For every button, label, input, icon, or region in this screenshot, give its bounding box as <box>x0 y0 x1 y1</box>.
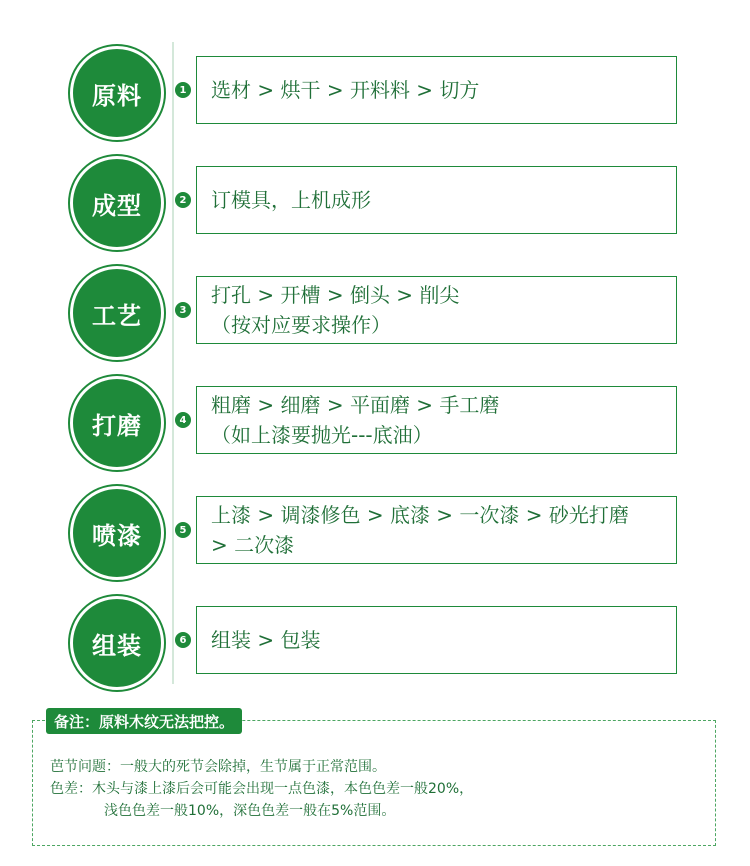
step-description-line: 上漆 > 调漆修色 > 底漆 > 一次漆 > 砂光打磨 <box>211 503 629 527</box>
note-content <box>50 756 710 822</box>
step-title-badge <box>70 266 164 360</box>
step-description-box <box>196 386 677 454</box>
step-description-line: 打孔 > 开槽 > 倒头 > 削尖 <box>211 283 460 307</box>
step-title-badge <box>70 376 164 470</box>
note-title: 备注：原料木纹无法把控。 <box>46 708 242 734</box>
step-title: 组装 <box>92 631 142 660</box>
note-line: 色差：木头与漆上漆后会可能会出现一点色漆，本色色差一般20%， <box>50 781 474 797</box>
step-number: 4 <box>175 412 191 428</box>
step-title: 工艺 <box>92 301 142 330</box>
step-description-box <box>196 276 677 344</box>
step-description-line: 粗磨 > 细磨 > 平面磨 > 手工磨 <box>211 393 500 417</box>
step-description-line: > 二次漆 <box>211 533 295 557</box>
step-title-badge <box>70 156 164 250</box>
process-step-2 <box>0 154 750 246</box>
process-step-4 <box>0 374 750 466</box>
process-step-6 <box>0 594 750 686</box>
step-description-box <box>196 496 677 564</box>
step-number: 1 <box>175 82 191 98</box>
step-description-box <box>196 606 677 674</box>
step-description-box <box>196 166 677 234</box>
step-description-line: 组装 > 包装 <box>211 628 321 652</box>
step-title: 打磨 <box>92 411 142 440</box>
process-step-3 <box>0 264 750 356</box>
step-title-badge <box>70 46 164 140</box>
step-title: 喷漆 <box>92 521 142 550</box>
step-title-badge <box>70 486 164 580</box>
step-description-box <box>196 56 677 124</box>
step-title-badge <box>70 596 164 690</box>
step-number: 5 <box>175 522 191 538</box>
timeline-line <box>172 42 174 684</box>
step-description-line: （按对应要求操作） <box>211 313 391 337</box>
step-description-line: 订模具，上机成形 <box>211 188 371 212</box>
note-line: 芭节问题：一般大的死节会除掉，生节属于正常范围。 <box>50 759 386 775</box>
step-description-line: （如上漆要抛光---底油） <box>211 423 433 447</box>
step-number: 6 <box>175 632 191 648</box>
process-step-5 <box>0 484 750 576</box>
step-title: 成型 <box>92 191 142 220</box>
step-description-line: 选材 > 烘干 > 开料料 > 切方 <box>211 78 480 102</box>
step-number: 3 <box>175 302 191 318</box>
process-step-1 <box>0 44 750 136</box>
step-number: 2 <box>175 192 191 208</box>
note-line: 浅色色差一般10%，深色色差一般在5%范围。 <box>104 803 396 819</box>
step-title: 原料 <box>92 81 142 110</box>
